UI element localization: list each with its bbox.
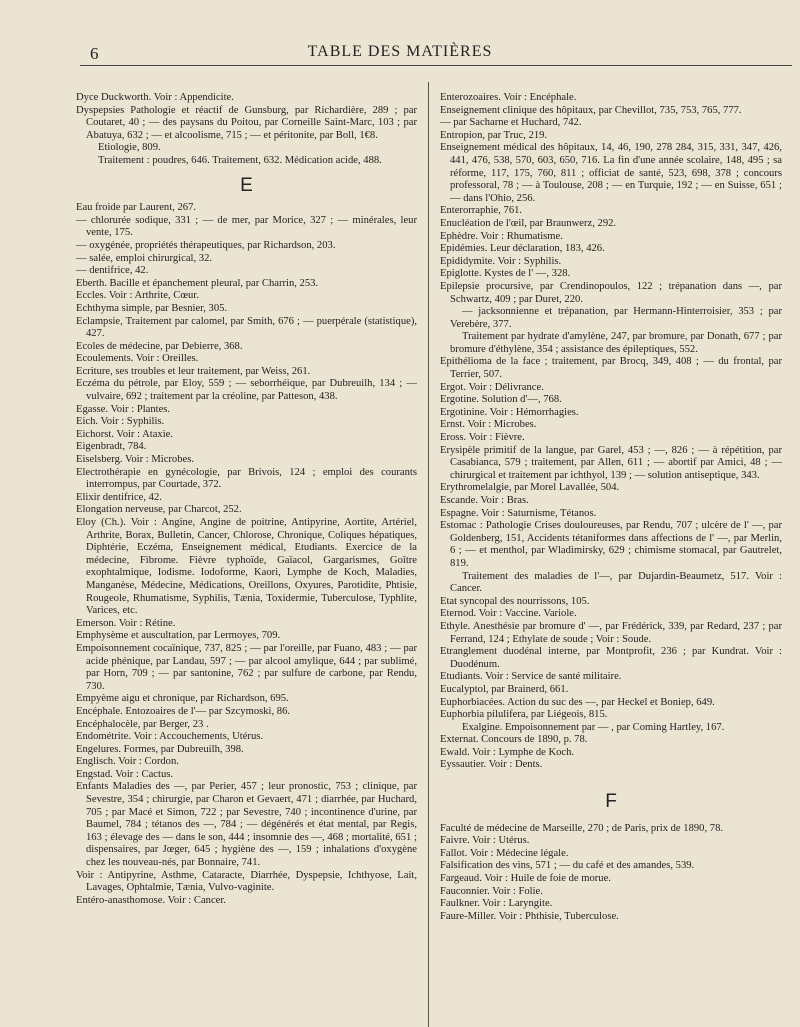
index-entry: Estomac : Pathologie Crises douloureuses, par Rendu, 707 ; ulcère de l' —, par Goldenberg, 151, Accidents tétaniformes dans affections de l' —, par Merlin, 6 ; — et menthol, par Wladimirsky, 629 ; chimisme stomacal, par Gautrelet, 819. <box>440 520 782 569</box>
index-entry: Erythromelalgie, par Morel Lavallée, 504. <box>440 482 620 494</box>
index-entry: Euphorbia pilulifera, par Liégeois, 815. <box>440 709 608 721</box>
index-entry: Ecoulements. Voir : Oreilles. <box>76 353 199 365</box>
index-entry: Eyssautier. Voir : Dents. <box>440 759 543 771</box>
index-entry: Eccles. Voir : Arthrite, Cœur. <box>76 290 199 302</box>
index-entry: Ewald. Voir : Lymphe de Koch. <box>440 746 575 758</box>
index-entry: Ephèdre. Voir : Rhumatisme. <box>440 230 563 242</box>
index-entry: Enterorraphie, 761. <box>440 205 523 217</box>
index-entry: Epididymite. Voir : Syphilis. <box>440 255 562 267</box>
index-entry: Epidémies. Leur déclaration, 183, 426. <box>440 243 605 255</box>
index-entry: Eczéma du pétrole, par Eloy, 559 ; — seborrhéique, par Dubreuilh, 134 ; — vulvaire, 692 ; traitement par la créoline, par Patteson, 438. <box>76 378 417 403</box>
index-entry: Entéro-anasthomose. Voir : Cancer. <box>76 894 226 906</box>
index-entry: — chlorurée sodique, 331 ; — de mer, par Morice, 327 ; — minérales, leur vente, 175. <box>76 214 417 239</box>
right-e-entries <box>440 92 782 772</box>
page-number: 6 <box>90 44 99 63</box>
index-entry: Voir : Antipyrine, Asthme, Cataracte, Diarrhée, Dyspepsie, Ichthyose, Lait, Lavages, Ophtalmie, Tænia, Vulvo-vaginite. <box>76 869 417 894</box>
index-entry: Erysipèle primitif de la langue, par Garel, 453 ; —, 826 ; — à répétition, par Casabianca, 579 ; traitement, par Allen, 611 ; — abortif par Amici, 48 ; — chirurgical et traitement par ichthyol, 139 ; — solution antiseptique, 343. <box>440 444 782 481</box>
index-entry: Eross. Voir : Fièvre. <box>440 432 525 444</box>
index-entry: Fauconnier. Voir : Folie. <box>440 885 543 897</box>
index-entry: Faculté de médecine de Marseille, 270 ; de Paris, prix de 1890, 78. <box>440 822 724 834</box>
index-entry: Enterozoaires. Voir : Encéphale. <box>440 92 577 103</box>
index-entry: Engelures. Formes, par Dubreuilh, 398. <box>76 743 244 755</box>
index-entry: Eclampsie, Traitement par calomel, par Smith, 676 ; — puerpérale (statistique), 427. <box>76 315 417 340</box>
index-entry: Euphorbiacées. Action du suc des —, par Heckel et Boniep, 649. <box>440 696 715 708</box>
page-title: TABLE DES MATIÈRES <box>307 43 493 60</box>
index-entry: Espagne. Voir : Saturnisme, Tétanos. <box>440 507 597 519</box>
index-entry: Exalgine. Empoisonnement par — , par Coming Hartley, 167. <box>462 721 725 733</box>
index-entry: Dyspepsies Pathologie et réactif de Gunsburg, par Richardière, 289 ; par Coutaret, 40 ; — des paysans du Poitou, par Corneille Saint-Marc, 103 ; par Abatuya, 632 ; — et alcoolisme, 715 ; — et péritonite, par Boll, 1€8. <box>76 104 417 141</box>
index-entry: Traitement des maladies de l'—, par Dujardin-Beaumetz, 517. Voir : Cancer. <box>450 570 782 595</box>
index-entry: Emphysème et auscultation, par Lermoyes, 709. <box>76 630 281 642</box>
index-entry: Fallot. Voir : Médecine légale. <box>440 847 569 859</box>
index-entry: Ecoles de médecine, par Debierre, 368. <box>76 340 243 352</box>
index-entry: Eternod. Voir : Vaccine. Variole. <box>440 608 577 620</box>
index-entry: Engstad. Voir : Cactus. <box>76 768 174 780</box>
index-entry: Enseignement clinique des hôpitaux, par Chevillot, 735, 753, 765, 777. <box>440 104 742 116</box>
index-entry: Faure-Miller. Voir : Phthisie, Tuberculose. <box>440 910 619 922</box>
left-column <box>76 92 417 907</box>
index-entry: Epithélioma de la face ; traitement, par Brocq, 349, 408 ; — du frontal, par Terrier, 507. <box>440 356 782 381</box>
index-entry: Empoisonnement cocaïnique, 737, 825 ; — par l'oreille, par Fuano, 483 ; — par acide phénique, par Landau, 597 ; — par alcool amylique, 644 ; par sublimé, par Horn, 709 ; — par santonine, 762 ; par sulfure de carbone, par Rendu, 730. <box>76 642 417 692</box>
index-entry: Electrothérapie en gynécologie, par Brivois, 124 ; emploi des courants interrompus, par Courtade, 372. <box>76 466 417 491</box>
right-f-entries <box>440 823 782 924</box>
right-column <box>440 92 782 923</box>
index-entry: Encéphale. Entozoaires de l'— par Szcymoski, 86. <box>76 705 291 717</box>
index-entry: Eigenbradt, 784. <box>76 441 147 453</box>
index-entry: Ernst. Voir : Microbes. <box>440 419 537 431</box>
index-entry: Etudiants. Voir : Service de santé militaire. <box>440 671 622 683</box>
index-entry: Elixir dentifrice, 42. <box>76 491 162 503</box>
index-entry: Falsification des vins, 571 ; — du café et des amandes, 539. <box>440 860 695 872</box>
index-entry: Enucléation de l'œil, par Braunwerz, 292. <box>440 217 617 229</box>
index-entry: Eau froide par Laurent, 267. <box>76 202 197 214</box>
index-entry: Empyème aigu et chronique, par Richardson, 695. <box>76 693 289 705</box>
index-subentry: Traitement : poudres, 646. Traitement, 632. Médication acide, 488. <box>98 154 382 166</box>
index-entry: — par Sacharne et Huchard, 742. <box>440 117 582 129</box>
index-entry: Ergotinine. Voir : Hémorrhagies. <box>440 406 579 418</box>
index-entry: Etranglement duodénal interne, par Montprofit, 236 ; par Kundrat. Voir : Duodénum. <box>440 646 782 670</box>
index-entry: Faivre. Voir : Utérus. <box>440 835 530 847</box>
index-entry: Echthyma simple, par Besnier, 305. <box>76 302 228 314</box>
index-entry: Ecriture, ses troubles et leur traitement, par Weiss, 261. <box>76 365 311 377</box>
index-entry: Elongation nerveuse, par Charcot, 252. <box>76 504 242 516</box>
index-entry: Eich. Voir : Syphilis. <box>76 416 165 428</box>
index-entry: Escande. Voir : Bras. <box>440 495 529 506</box>
index-entry: — salée, emploi chirurgical, 32. <box>76 252 213 264</box>
section-letter-f: F <box>605 791 617 813</box>
column-divider <box>428 82 429 1027</box>
index-entry: Encéphalocèle, par Berger, 23 . <box>76 718 209 730</box>
index-entry: Enseignement médical des hôpitaux, 14, 46, 190, 278 284, 315, 331, 347, 426, 441, 476, 538, 570, 603, 650, 716. La fin d'une année scolaire, 148, 495 ; sa réforme, 117, 175, 760, 811 ; officiat de santé, 523, 698, 378 ; concours professoral, 78 ; — à Toulouse, 208 ; — en Turquie, 192 ; — en Suisse, 651 ; — dans l'Ohio, 256. <box>440 142 782 204</box>
index-entry: Eiselsberg. Voir : Microbes. <box>76 454 194 466</box>
index-entry: Entropion, par Truc, 219. <box>440 129 548 141</box>
index-entry: Fargeaud. Voir : Huile de foie de morue. <box>440 873 611 885</box>
index-entry: Traitement par hydrate d'amylène, 247, par bromure, par Donath, 677 ; par bromure d'éthylène, 354 ; assistance des épileptiques, 552. <box>450 331 782 355</box>
index-entry: Etat syncopal des nourrissons, 105. <box>440 595 590 607</box>
header-rule <box>80 65 792 66</box>
index-entry: — oxygénée, propriétés thérapeutiques, par Richardson, 203. <box>76 239 336 251</box>
index-entry: Eichorst. Voir : Ataxie. <box>76 428 174 440</box>
index-entry: Faulkner. Voir : Laryngite. <box>440 898 553 910</box>
index-entry: Ergot. Voir : Délivrance. <box>440 381 544 393</box>
section-letter-e: E <box>240 174 253 196</box>
index-entry: Endométrite. Voir : Accouchements, Utérus. <box>76 731 264 743</box>
index-entry: Eberth. Bacille et épanchement pleural, par Charrin, 253. <box>76 277 319 289</box>
index-entry: Eloy (Ch.). Voir : Angine, Angine de poitrine, Antipyrine, Aortite, Artériel, Arthrite, Borax, Bulletin, Cancer, Chlorose, Chronique, Coliques hépatiques, Diphtérie, Eczéma, Enseignement médical, Etudiants. Exercice de la médecine, Fibrome. Fièvre typhoïde, Gaïacol, Gargarismes, Goître exophtalmique, Iodisme. Iodoforme, Kaori, Lymphe de Koch, Maladies, Manganèse, Médecine, Médications, Oreillons, Oxyures, Parotidite, Phtisie, Rougeole, Rhumatisme, Syphilis, Tænia, Toxidermie, Tuberculose, Typhlite, Varices, etc. <box>76 517 417 617</box>
left-e-entries <box>76 202 417 907</box>
index-entry: Epilepsie procursive, par Crendinopoulos, 122 ; trépanation dans —, par Schwartz, 409 ; par Duret, 220. <box>440 280 782 305</box>
index-entry: Emerson. Voir : Rétine. <box>76 617 176 629</box>
index-subentry: Etiologie, 809. <box>98 142 161 154</box>
index-entry: Dyce Duckworth. Voir : Appendicite. <box>76 92 234 103</box>
index-entry: Ergotine. Solution d'—, 768. <box>440 394 562 406</box>
index-entry: Epiglotte. Kystes de l' —, 328. <box>440 268 571 280</box>
index-entry: Enfants Maladies des —, par Perier, 457 ; leur pronostic, 753 ; clinique, par Sevestre, 354 ; chirurgie, par Charon et Gevaert, 471 ; diarrhée, par Huchard, 705 ; par Macé et Simon, 722 ; par Sevestre, 740 ; incontinence d'urine, par Baumel, 784 ; tétanos des —, 784 ; — dégénérés et état mental, par Regis, 163 ; élevage des — dans le son, 444 ; insomnie des —, 468 ; mortalité, 651 ; dispensaires, par Jœger, 645 ; hygiène des —, 159 ; inhalations d'oxygène chez les nouveau-nés, par Bonnaire, 741. <box>76 781 417 869</box>
index-entry: Eucalyptol, par Brainerd, 661. <box>440 683 569 695</box>
index-entry: Externat. Concours de 1890, p. 78. <box>440 734 588 746</box>
index-entry: Egasse. Voir : Plantes. <box>76 403 171 415</box>
index-entry: Englisch. Voir : Cordon. <box>76 756 179 768</box>
index-entry: Ethyle. Anesthésie par bromure d' —, par Frédérick, 339, par Redard, 237 ; par Ferrand, 124 ; Ethylate de soude ; Voir : Soude. <box>440 620 782 645</box>
index-entry: — jacksonnienne et trépanation, par Hermann-Hinterroisier, 353 ; par Verebère, 377. <box>450 306 782 330</box>
page-header <box>0 40 800 66</box>
index-entry: — dentifrice, 42. <box>76 265 149 277</box>
